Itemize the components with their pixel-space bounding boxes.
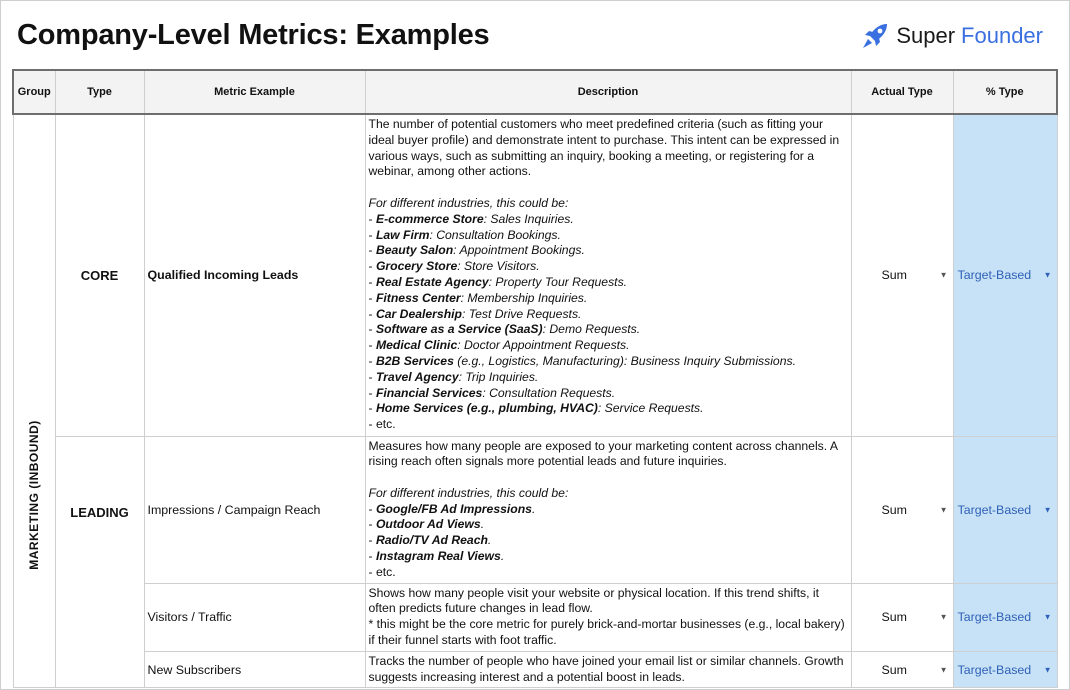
type-cell-core[interactable]: CORE [55, 114, 144, 436]
description-cell[interactable] [365, 114, 851, 436]
pct-type-value: Target-Based [957, 610, 1032, 625]
list-item-value: : Trip Inquiries. [458, 369, 539, 384]
actual-type-select[interactable] [851, 114, 953, 436]
description-cell[interactable] [365, 436, 851, 583]
brand-word-founder: Founder [961, 23, 1043, 48]
description-etc: - etc. [368, 417, 396, 432]
group-cell[interactable] [13, 114, 55, 688]
list-item-key: Software as a Service (SaaS) [375, 322, 543, 337]
list-item-key: Real Estate Agency [375, 274, 489, 289]
description-text: Measures how many people are exposed to your marketing content across channels. A rising reach often signals more potential leads and future inquiries. [368, 438, 838, 469]
list-item: - Medical Clinic: Doctor Appointment Requests. [368, 338, 630, 353]
table-header-row [13, 70, 1057, 114]
list-item-value: (e.g., Logistics, Manufacturing): Business Inquiry Submissions. [453, 353, 796, 368]
list-item-key: Instagram Real Views [375, 549, 501, 564]
list-item: - Radio/TV Ad Reach. [368, 533, 492, 548]
list-item: - Software as a Service (SaaS): Demo Requests. [368, 322, 641, 337]
list-item: - Beauty Salon: Appointment Bookings. [368, 243, 585, 258]
list-item: - B2B Services (e.g., Logistics, Manufacturing): Business Inquiry Submissions. [368, 353, 796, 368]
list-item: - E-commerce Store: Sales Inquiries. [368, 211, 574, 226]
list-item-key: E-commerce Store [375, 211, 484, 226]
list-item-key: Radio/TV Ad Reach [375, 533, 488, 548]
pct-type-select[interactable] [953, 583, 1057, 651]
description-text: Tracks the number of people who have joined your email list or similar channels. Growth suggests increasing interest and a potential boost in leads. [368, 653, 844, 684]
description-intro: For different industries, this could be: [368, 485, 569, 500]
table-row [13, 436, 1057, 583]
list-item-value: : Sales Inquiries. [483, 211, 574, 226]
metric-cell[interactable]: Visitors / Traffic [144, 583, 365, 651]
actual-type-value: Sum [881, 610, 907, 625]
list-item-value: . [531, 501, 536, 516]
description-note: * this might be the core metric for purely brick-and-mortar businesses (e.g., local bakery) if their funnel starts with foot traffic. [368, 617, 845, 648]
dropdown-arrow-icon: ▼ [1043, 270, 1052, 280]
description-cell[interactable] [365, 583, 851, 651]
actual-type-value: Sum [881, 662, 907, 677]
actual-type-select[interactable] [851, 436, 953, 583]
description-intro: For different industries, this could be: [368, 195, 569, 210]
col-header-description[interactable]: Description [365, 70, 851, 114]
dropdown-arrow-icon: ▼ [1043, 665, 1052, 675]
actual-type-select[interactable] [851, 651, 953, 688]
metric-cell[interactable]: Impressions / Campaign Reach [144, 436, 365, 583]
table-row [13, 114, 1057, 436]
brand-logo [860, 21, 1043, 51]
list-item-value: : Test Drive Requests. [461, 306, 582, 321]
list-item: - Financial Services: Consultation Requests. [368, 385, 616, 400]
list-item-key: Outdoor Ad Views [375, 517, 481, 532]
dropdown-arrow-icon: ▼ [939, 505, 948, 515]
list-item: - Car Dealership: Test Drive Requests. [368, 306, 582, 321]
list-item-value: : Store Visitors. [457, 259, 540, 274]
pct-type-select[interactable] [953, 114, 1057, 436]
list-item-key: Google/FB Ad Impressions [375, 501, 532, 516]
page-title: Company-Level Metrics: Examples [17, 19, 490, 51]
list-item-value: : Doctor Appointment Requests. [457, 338, 630, 353]
list-item-key: Grocery Store [375, 259, 458, 274]
col-header-actual-type[interactable]: Actual Type [851, 70, 953, 114]
type-leading-label: LEADING [70, 505, 129, 520]
rocket-icon [860, 21, 890, 51]
pct-type-value: Target-Based [957, 502, 1032, 517]
list-item-key: Travel Agency [375, 369, 459, 384]
description-text: The number of potential customers who meet predefined criteria (such as fitting your ideal buyer profile) and demonstrate intent to purchase. This intent can be expressed in various ways, such as submitting an inquiry, booking a meeting, or registering for a webinar, among other actions. [368, 117, 840, 179]
metrics-table [12, 69, 1058, 688]
col-header-pct-type[interactable]: % Type [953, 70, 1057, 114]
pct-type-select[interactable] [953, 436, 1057, 583]
dropdown-arrow-icon: ▼ [939, 665, 948, 675]
description-text: Shows how many people visit your website or physical location. If this trend shifts, it often predicts future changes in lead flow. [368, 585, 819, 616]
list-item: - Grocery Store: Store Visitors. [368, 259, 540, 274]
list-item: - Real Estate Agency: Property Tour Requests. [368, 274, 628, 289]
brand-word-super: Super [896, 23, 956, 48]
list-item-key: B2B Services [375, 353, 454, 368]
description-cell[interactable] [365, 651, 851, 688]
list-item: - Home Services (e.g., plumbing, HVAC): Service Requests. [368, 401, 704, 416]
dropdown-arrow-icon: ▼ [939, 612, 948, 622]
list-item-key: Car Dealership [375, 306, 462, 321]
list-item-value: : Property Tour Requests. [488, 274, 628, 289]
list-item-value: : Appointment Bookings. [453, 243, 585, 258]
metric-cell[interactable]: Qualified Incoming Leads [144, 114, 365, 436]
list-item: - Travel Agency: Trip Inquiries. [368, 369, 539, 384]
table-row [13, 651, 1057, 688]
list-item-value: . [480, 517, 485, 532]
list-item-key: Medical Clinic [375, 338, 458, 353]
col-header-group[interactable]: Group [13, 70, 55, 114]
list-item-key: Fitness Center [375, 290, 461, 305]
list-item-key: Law Firm [375, 227, 430, 242]
table-row [13, 583, 1057, 651]
type-cell-leading[interactable] [55, 436, 144, 688]
actual-type-select[interactable] [851, 583, 953, 651]
list-item: - Fitness Center: Membership Inquiries. [368, 290, 588, 305]
metric-cell[interactable]: New Subscribers [144, 651, 365, 688]
group-label: MARKETING (INBOUND) [27, 420, 41, 570]
dropdown-arrow-icon: ▼ [939, 270, 948, 280]
dropdown-arrow-icon: ▼ [1043, 505, 1052, 515]
list-item: - Outdoor Ad Views. [368, 517, 485, 532]
actual-type-value: Sum [881, 268, 907, 283]
col-header-metric[interactable]: Metric Example [144, 70, 365, 114]
dropdown-arrow-icon: ▼ [1043, 612, 1052, 622]
pct-type-value: Target-Based [957, 662, 1032, 677]
list-item-value: . [500, 549, 505, 564]
list-item-key: Home Services (e.g., plumbing, HVAC) [375, 401, 598, 416]
list-item-value: . [487, 533, 492, 548]
description-etc: - etc. [368, 564, 396, 579]
actual-type-value: Sum [881, 502, 907, 517]
list-item: - Instagram Real Views. [368, 549, 505, 564]
list-item-value: : Consultation Requests. [482, 385, 616, 400]
col-header-type[interactable]: Type [55, 70, 144, 114]
list-item-value: : Demo Requests. [542, 322, 641, 337]
list-item-key: Beauty Salon [375, 243, 454, 258]
pct-type-value: Target-Based [957, 268, 1032, 283]
pct-type-select[interactable] [953, 651, 1057, 688]
list-item: - Google/FB Ad Impressions. [368, 501, 536, 516]
list-item-key: Financial Services [375, 385, 483, 400]
list-item-value: : Service Requests. [597, 401, 704, 416]
list-item-value: : Consultation Bookings. [429, 227, 561, 242]
list-item: - Law Firm: Consultation Bookings. [368, 227, 561, 242]
list-item-value: : Membership Inquiries. [460, 290, 588, 305]
